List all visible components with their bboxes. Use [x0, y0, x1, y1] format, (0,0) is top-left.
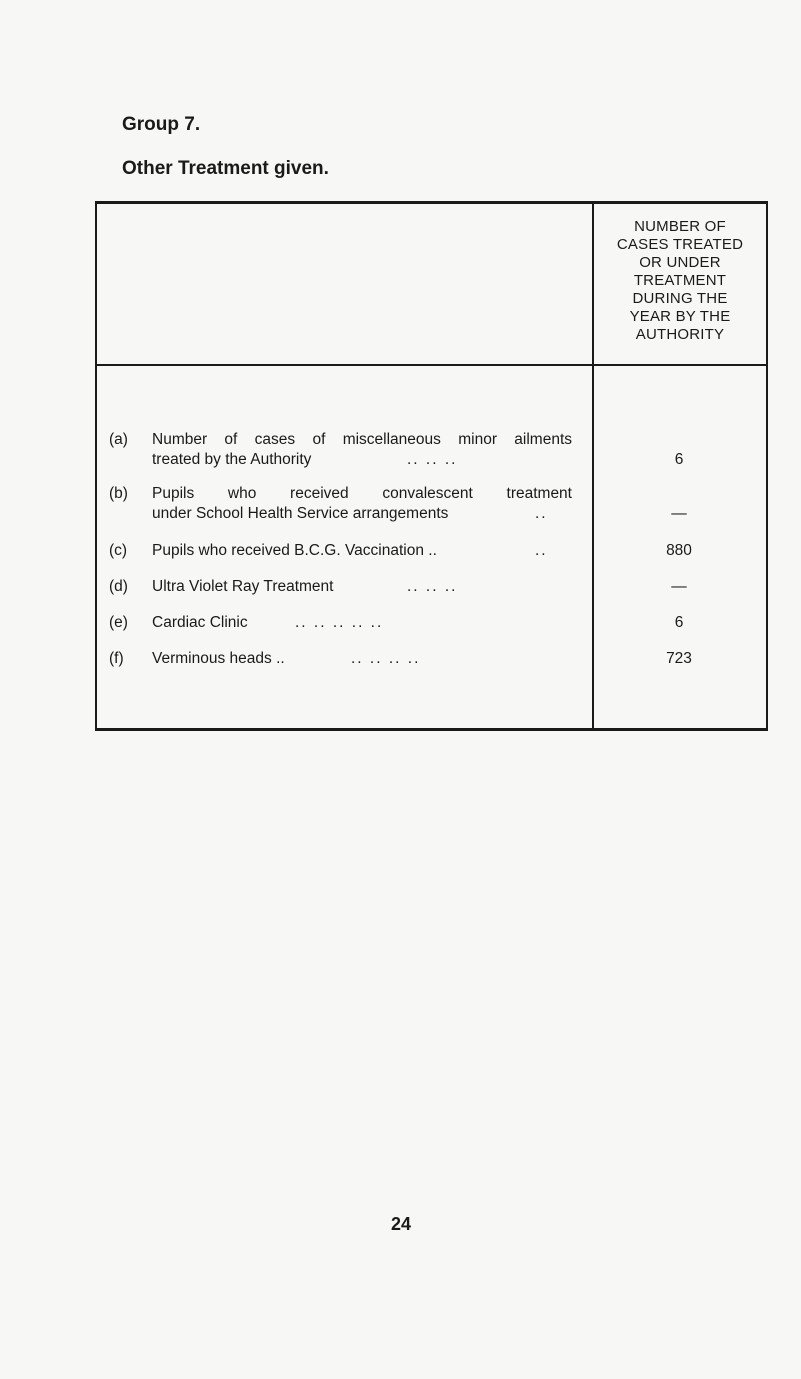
- treatment-table: [95, 201, 768, 731]
- row-letter: (a): [109, 431, 128, 448]
- row-description: [152, 484, 572, 524]
- row-description-line2: treated by the Authority .. .. ..: [152, 451, 458, 468]
- header-rule: [97, 364, 766, 366]
- row-value: —: [671, 505, 687, 522]
- row-description: [152, 649, 572, 669]
- row-value: 6: [674, 614, 684, 631]
- row-description-line2: under School Health Service arrangements ..: [152, 505, 548, 522]
- row-description-line1: Number of cases of miscellaneous minor ailments: [152, 431, 572, 448]
- row-value: 6: [674, 451, 684, 468]
- leader-dots: ..: [535, 505, 548, 522]
- leader-dots: .. .. .. ..: [351, 650, 421, 667]
- group-title: Group 7.: [122, 114, 201, 135]
- section-title: Other Treatment given.: [122, 158, 329, 179]
- row-value: 723: [666, 650, 692, 667]
- cases-column-header: NUMBER OF CASES TREATED OR UNDER TREATMENT DURING THE YEAR BY THE AUTHORITY: [616, 218, 744, 343]
- row-description-line1: Cardiac Clinic: [152, 614, 248, 631]
- row-letter: (c): [109, 542, 128, 559]
- row-description-line1: Pupils who received B.C.G. Vaccination ..: [152, 542, 437, 559]
- row-description: [152, 430, 572, 470]
- row-value: 880: [666, 542, 692, 559]
- row-description: [152, 613, 572, 633]
- row-value: —: [671, 578, 687, 595]
- leader-dots: .. .. .. .. ..: [295, 614, 384, 631]
- row-description: [152, 577, 572, 597]
- page-number: 24: [391, 1214, 412, 1234]
- row-description-line1: Verminous heads ..: [152, 650, 285, 667]
- row-letter: (d): [109, 578, 128, 595]
- row-description: [152, 541, 572, 561]
- row-letter: (e): [109, 614, 128, 631]
- row-letter: (b): [109, 485, 128, 502]
- row-description-line1: Ultra Violet Ray Treatment: [152, 578, 334, 595]
- leader-dots: .. .. ..: [407, 578, 458, 595]
- row-letter: (f): [109, 650, 124, 667]
- leader-dots: .. .. ..: [407, 451, 458, 468]
- leader-dots: ..: [535, 542, 548, 559]
- row-description-line1: Pupils who received convalescent treatment: [152, 485, 572, 502]
